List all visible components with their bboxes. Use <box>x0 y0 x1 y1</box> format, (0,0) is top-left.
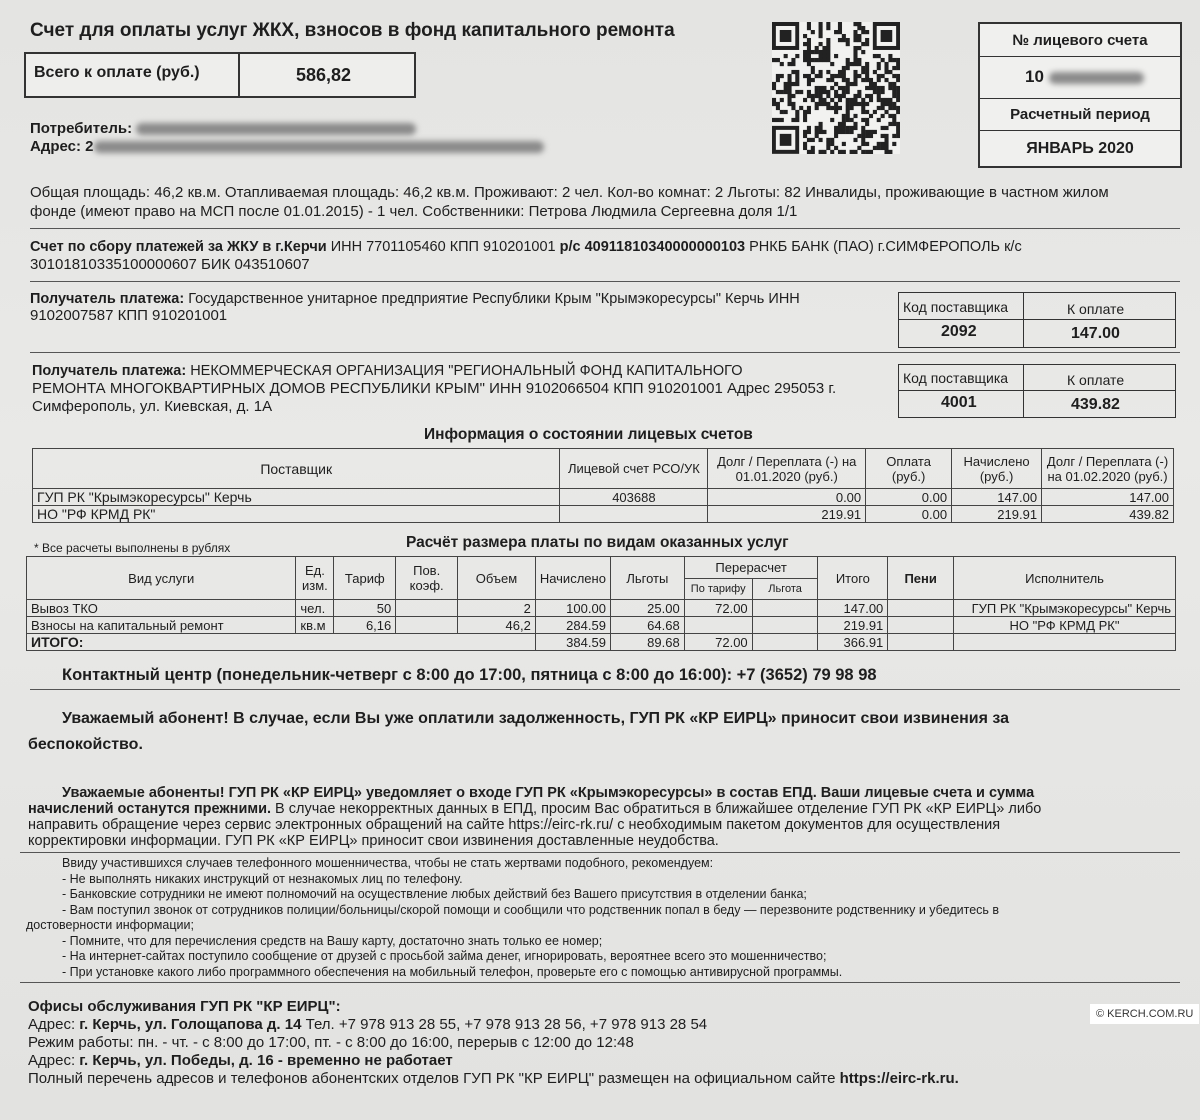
recipient-2-line-3: Симферополь, ул. Киевская, д. 1А <box>32 398 273 415</box>
recipient-1-line-2: 9102007587 КПП 910201001 <box>30 307 228 324</box>
recipient-2-line-2: РЕМОНТА МНОГОКВАРТИРНЫХ ДОМОВ РЕСПУБЛИКИ КРЫМ" ИНН 9102066504 КПП 910201001 Адрес 295053 г. <box>32 380 837 397</box>
rubles-note: * Все расчеты выполнены в рублях <box>34 541 231 555</box>
offices-title: Офисы обслуживания ГУП РК "КР ЕИРЦ": <box>28 998 341 1015</box>
supplier-2-code: 4001 <box>941 394 977 411</box>
office-1-hours: Режим работы: пн. - чт. - с 8:00 до 17:00, пт. - с 8:00 до 16:00, перерыв с 12:00 до 12:48 <box>28 1034 634 1051</box>
supplier-1-pay: 147.00 <box>1071 325 1120 342</box>
accounts-row: НО "РФ КРМД РК" 219.91 0.00 219.91 439.82 <box>33 506 1174 523</box>
epd-line-1: Уважаемые абоненты! ГУП РК «КР ЕИРЦ» уведомляет о входе ГУП РК «Крымэкоресурсы» в состав ЕПД. Ваши лицевые счета и сумма <box>62 785 1035 801</box>
account-box <box>978 22 1182 168</box>
apology-line-1: Уважаемый абонент! В случае, если Вы уже оплатили задолженность, ГУП РК «КР ЕИРЦ» приносит свои извинения за <box>62 710 1010 727</box>
accounts-header-row: Поставщик Лицевой счет РСО/УК Долг / Переплата (-) на 01.01.2020 (руб.) Оплата (руб.) Начислено (руб.) Долг / Переплата (-) на 01.02.2020 (руб.) <box>33 449 1174 489</box>
account-no-label: № лицевого счета <box>1012 32 1148 49</box>
info-line-2: фонде (имеют право на МСП после 01.01.2015) - 1 чел. Собственники: Петрова Людмила Сергеевна доля 1/1 <box>30 203 798 220</box>
total-value: 586,82 <box>296 65 352 85</box>
supplier-2-pay: 439.82 <box>1071 396 1120 413</box>
epd-line-4: корректировки информации. ГУП РК «КР ЕИРЦ» приносит свои извинения доставленные неудобства. <box>28 833 719 849</box>
office-2-address: Адрес: г. Керчь, ул. Победы, д. 16 - временно не работает <box>28 1052 453 1069</box>
period-value: ЯНВАРЬ 2020 <box>1026 140 1134 157</box>
services-row: Вывоз ТКО чел. 50 2 100.00 25.00 72.00 147.00 ГУП РК "Крымэкоресурсы" Керчь <box>27 600 1176 617</box>
bank-line-1: Счет по сбору платежей за ЖКУ в г.Керчи ИНН 7701105460 КПП 910201001 р/с 40911810340000000103 РНКБ БАНК (ПАО) г.СИМФЕРОПОЛЬ к/с <box>30 239 1022 255</box>
epd-line-3: направить обращение через сервис электронных обращений на сайте https://eirc-rk.ru/ с необходимым пакетом документов для осуществления <box>28 817 1001 833</box>
qr-code <box>772 22 900 154</box>
info-line-1: Общая площадь: 46,2 кв.м. Отапливаемая площадь: 46,2 кв.м. Проживают: 2 чел. Кол-во комнат: 2 Льготы: 82 Инвалиды, проживающие в частном жилом <box>30 184 1109 201</box>
accounts-title: Информация о состоянии лицевых счетов <box>424 426 753 443</box>
bank-line-2: 30101810335100000607 БИК 043510607 <box>30 256 310 273</box>
accounts-table <box>32 448 1174 523</box>
office-1-address: Адрес: г. Керчь, ул. Голощапова д. 14 Тел. +7 978 913 28 55, +7 978 913 28 56, +7 978 913 28 54 <box>28 1016 708 1033</box>
services-table <box>26 556 1176 651</box>
eirc-site-link[interactable]: https://eirc-rk.ru. <box>839 1070 959 1087</box>
accounts-row: ГУП РК "Крымэкоресурсы" Керчь 403688 0.00 0.00 147.00 147.00 <box>33 489 1174 506</box>
epd-line-2: начислений останутся прежними. В случае некорректных данных в ЕПД, просим Вас обратиться в ближайшее отделение ГУП РК «КР ЕИРЦ» либо <box>28 801 1042 817</box>
address-row: Адрес: 2 <box>30 138 544 156</box>
apology-line-2: беспокойство. <box>28 736 143 753</box>
recipient-2-line-1: Получатель платежа: НЕКОММЕРЧЕСКАЯ ОРГАНИЗАЦИЯ "РЕГИОНАЛЬНЫЙ ФОНД КАПИТАЛЬНОГО <box>32 363 743 379</box>
watermark: © KERCH.COM.RU <box>1090 1004 1199 1024</box>
supplier-1-box: Код поставщика К оплате 2092 147.00 <box>898 292 1176 348</box>
contact-center: Контактный центр (понедельник-четверг с 8:00 до 17:00, пятница с 8:00 до 16:00): +7 (3652) 79 98 98 <box>62 666 877 684</box>
full-list-note: Полный перечень адресов и телефонов абонентских отделов ГУП РК "КР ЕИРЦ" размещен на официальном сайте https://eirc-rk.ru. <box>28 1070 959 1087</box>
services-total-row: ИТОГО: 384.59 89.68 72.00 366.91 <box>27 634 1176 651</box>
doc-title: Счет для оплаты услуг ЖКХ, взносов в фонд капитального ремонта <box>30 20 675 41</box>
services-title: Расчёт размера платы по видам оказанных услуг <box>406 534 789 551</box>
services-subheader-row: По тарифу Льгота <box>27 578 1176 600</box>
consumer-row: Потребитель: <box>30 120 416 138</box>
supplier-2-box: Код поставщика К оплате 4001 439.82 <box>898 364 1176 418</box>
total-label: Всего к оплате (руб.) <box>34 64 200 81</box>
fraud-warning: Ввиду участившихся случаев телефонного мошенничества, чтобы не стать жертвами подобного, рекомендуем: - Не выполнять никаких инструкций от незнакомых лиц по телефону. - Банковские сотрудники не имеют полномочий на осуществление любых действий без Вашего присутствия в отделении банка; - Вам поступил звонок от сотрудников полиции/больницы/скорой помощи и сообщили что родственник попал в беду — перезвоните родственнику и убедитесь в достоверности информации; - Помните, что для перечисления средств на Вашу карту, достаточно знать только ее номер; - На интернет-сайтах поступило сообщение от друзей с просьбой займа денег, игнорировать, вероятнее всего это мошенничество; - При установке какого либо программного обеспечения на мобильный телефон, проверьте его с помощью антивирусной программы. <box>26 856 1000 979</box>
supplier-1-code: 2092 <box>941 323 977 340</box>
total-box <box>24 52 416 98</box>
recipient-1-line-1: Получатель платежа: Государственное унитарное предприятие Республики Крым "Крымэкоресурсы" Керчь ИНН <box>30 291 800 307</box>
services-row: Взносы на капитальный ремонт кв.м 6,16 46,2 284.59 64.68 219.91 НО "РФ КРМД РК" <box>27 617 1176 634</box>
account-no-value: 10 <box>1025 68 1144 86</box>
services-header-row: Вид услуги Ед. изм. Тариф Пов. коэф. Объем Начислено Льготы Перерасчет Итого Пени Исполнитель <box>27 557 1176 579</box>
period-label: Расчетный период <box>1010 106 1150 123</box>
